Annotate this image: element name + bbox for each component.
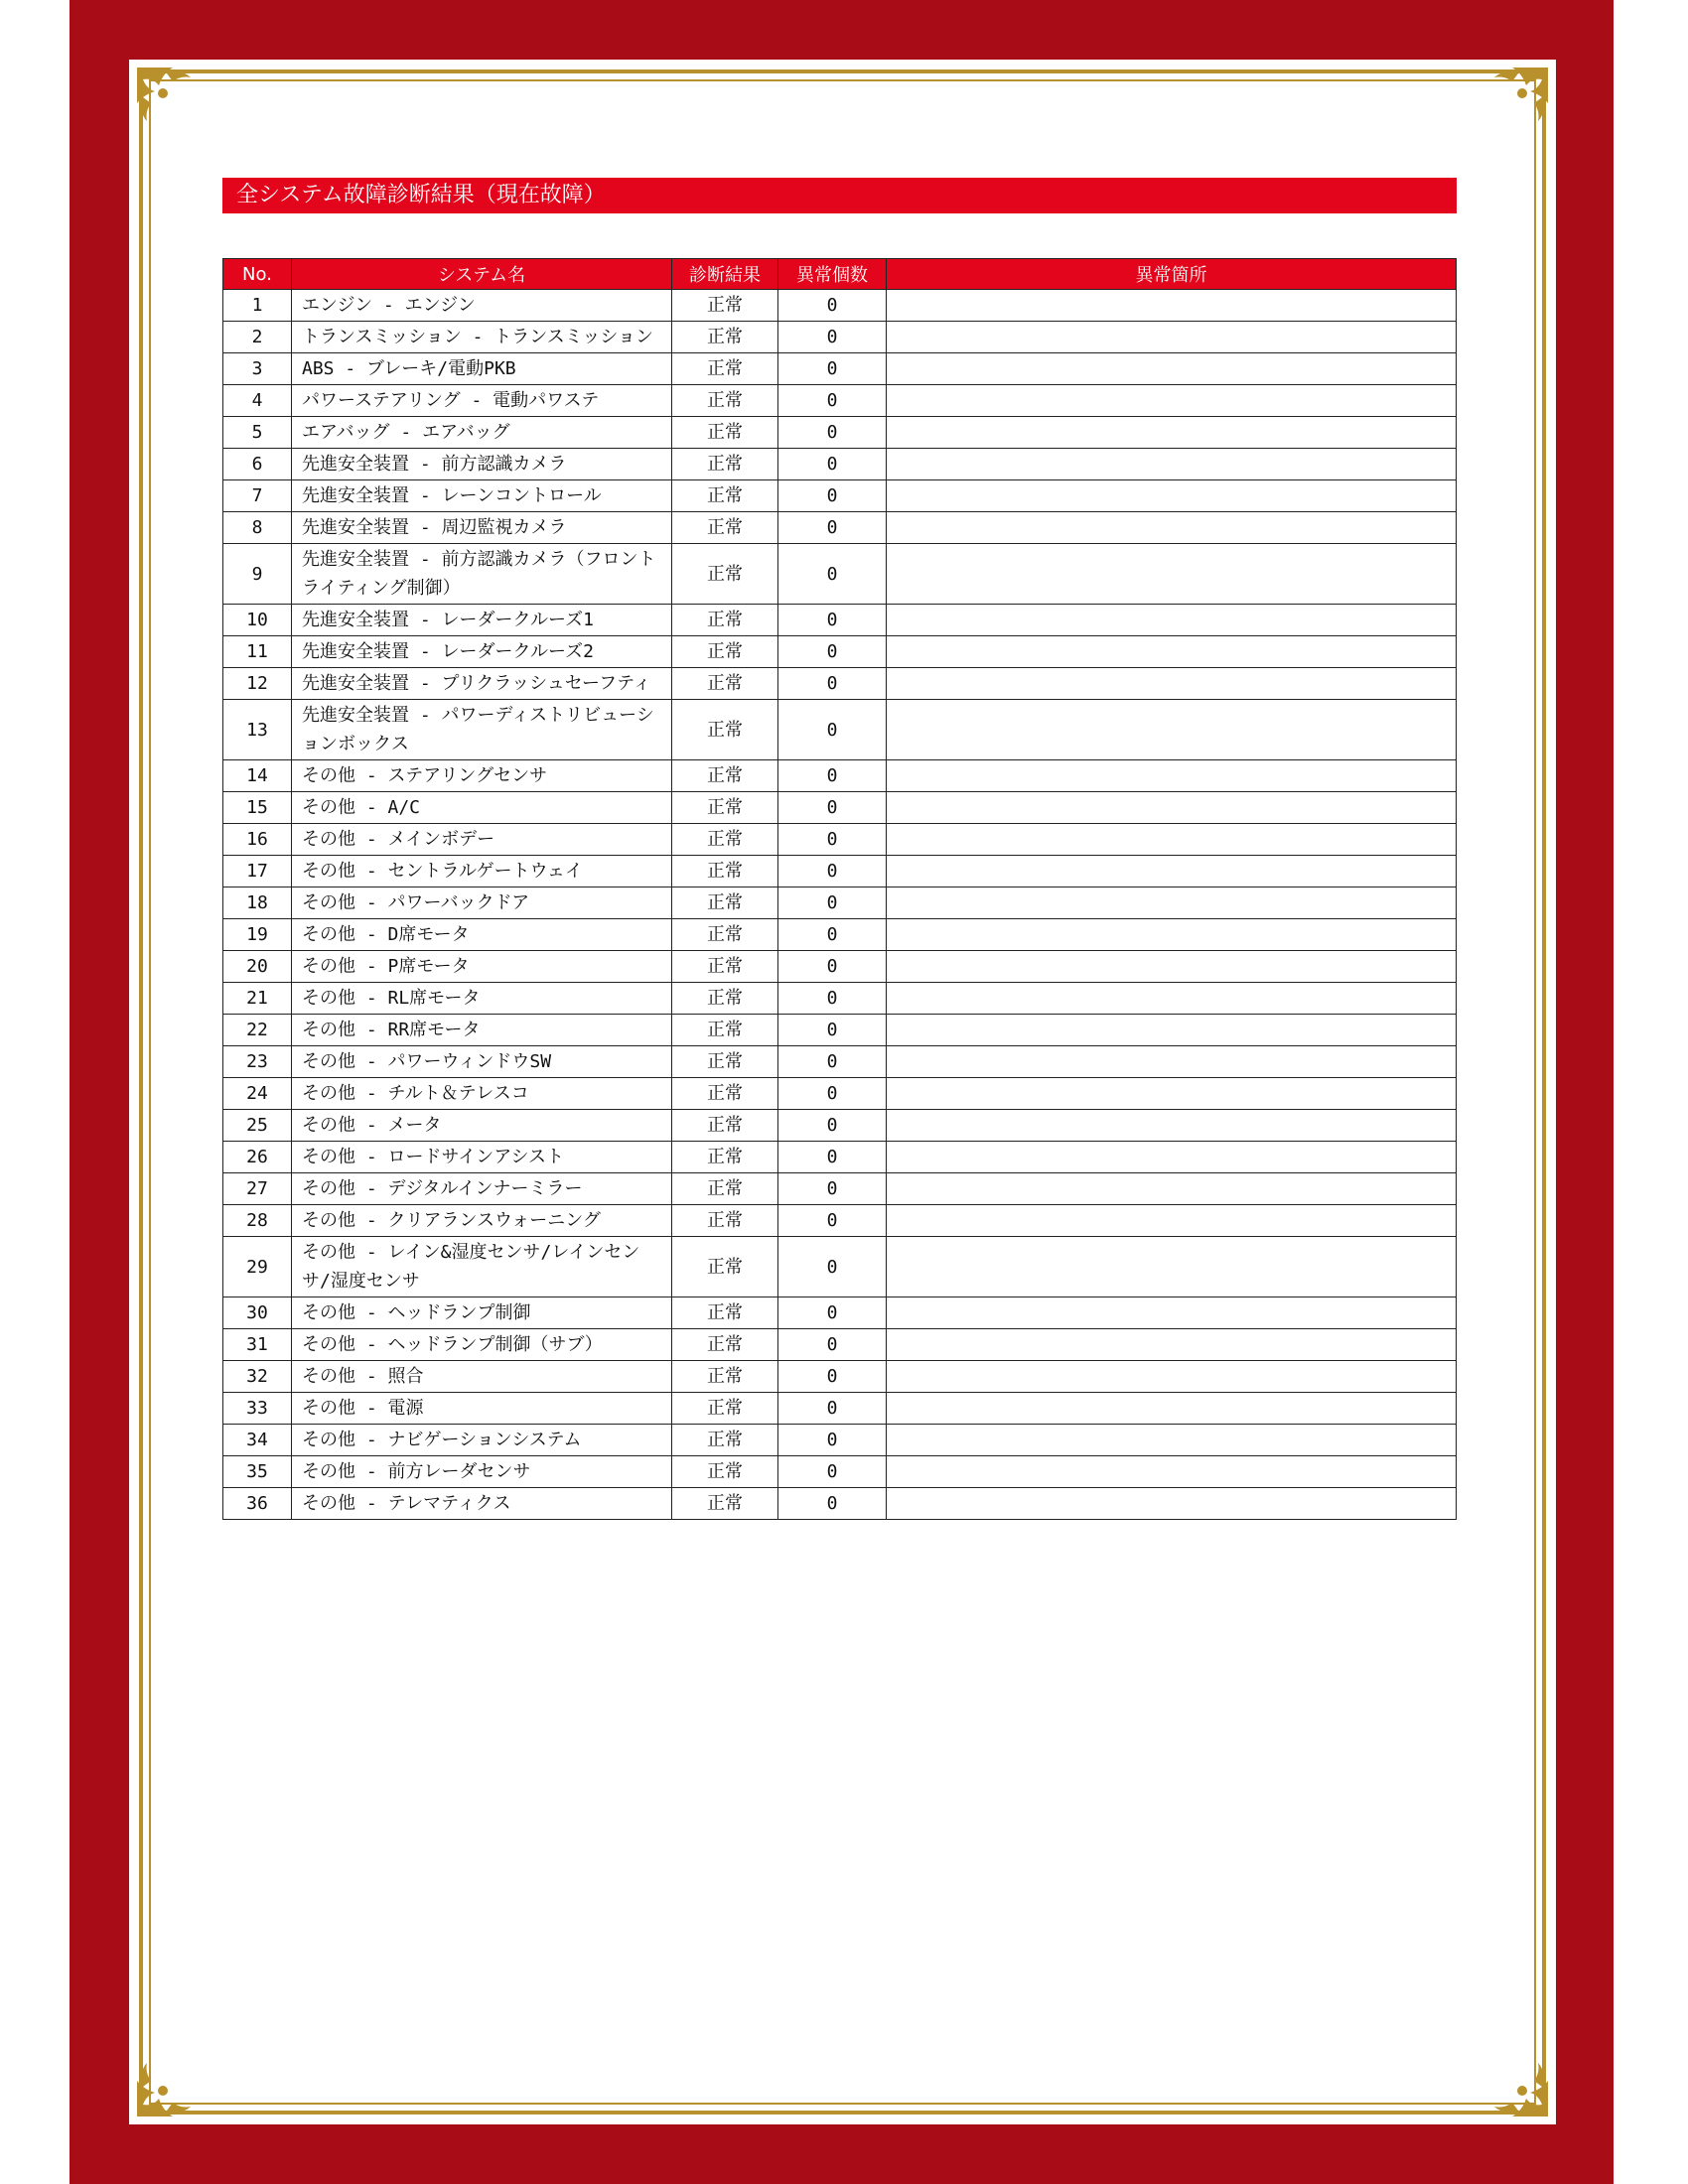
cell-location — [887, 1456, 1457, 1488]
cell-no: 11 — [223, 636, 292, 668]
cell-result: 正常 — [672, 385, 778, 417]
cell-system: その他 - ヘッドランプ制御 — [292, 1297, 672, 1329]
cell-system: その他 - セントラルゲートウェイ — [292, 856, 672, 887]
cell-result: 正常 — [672, 792, 778, 824]
cell-location — [887, 792, 1457, 824]
cell-no: 33 — [223, 1393, 292, 1425]
table-row — [223, 1329, 1457, 1361]
table-row — [223, 1297, 1457, 1329]
corner-ornament-icon — [133, 64, 212, 143]
corner-ornament-icon — [133, 2041, 212, 2120]
cell-no: 15 — [223, 792, 292, 824]
cell-location — [887, 290, 1457, 322]
table-row — [223, 700, 1457, 760]
cell-no: 36 — [223, 1488, 292, 1520]
table-row — [223, 1237, 1457, 1297]
cell-no: 9 — [223, 544, 292, 605]
table-row — [223, 856, 1457, 887]
cell-no: 29 — [223, 1237, 292, 1297]
cell-no: 7 — [223, 480, 292, 512]
cell-system: その他 - パワーバックドア — [292, 887, 672, 919]
table-body — [223, 290, 1457, 1520]
cell-no: 28 — [223, 1205, 292, 1237]
cell-count: 0 — [778, 1393, 887, 1425]
cell-system: その他 - レイン&湿度センサ/レインセンサ/湿度センサ — [292, 1237, 672, 1297]
cell-result: 正常 — [672, 605, 778, 636]
cell-no: 20 — [223, 951, 292, 983]
cell-system: その他 - クリアランスウォーニング — [292, 1205, 672, 1237]
cell-count: 0 — [778, 983, 887, 1015]
cell-count: 0 — [778, 1142, 887, 1173]
cell-no: 30 — [223, 1297, 292, 1329]
cell-no: 16 — [223, 824, 292, 856]
table-row — [223, 824, 1457, 856]
cell-no: 4 — [223, 385, 292, 417]
cell-result: 正常 — [672, 1046, 778, 1078]
cell-location — [887, 700, 1457, 760]
cell-system: その他 - ロードサインアシスト — [292, 1142, 672, 1173]
cell-result: 正常 — [672, 1425, 778, 1456]
cell-location — [887, 1205, 1457, 1237]
cell-system: その他 - RL席モータ — [292, 983, 672, 1015]
cell-result: 正常 — [672, 856, 778, 887]
cell-system: 先進安全装置 - レーダークルーズ2 — [292, 636, 672, 668]
cell-location — [887, 668, 1457, 700]
cell-system: その他 - メインボデー — [292, 824, 672, 856]
header-location: 異常箇所 — [887, 259, 1457, 290]
cell-system: その他 - 電源 — [292, 1393, 672, 1425]
cell-system: 先進安全装置 - 周辺監視カメラ — [292, 512, 672, 544]
cell-location — [887, 919, 1457, 951]
table-row — [223, 1046, 1457, 1078]
cell-no: 14 — [223, 760, 292, 792]
cell-location — [887, 480, 1457, 512]
cell-result: 正常 — [672, 1015, 778, 1046]
table-row — [223, 1488, 1457, 1520]
cell-count: 0 — [778, 951, 887, 983]
table-row — [223, 417, 1457, 449]
table-row — [223, 605, 1457, 636]
cell-system: 先進安全装置 - 前方認識カメラ — [292, 449, 672, 480]
header-system: システム名 — [292, 259, 672, 290]
cell-system: その他 - P席モータ — [292, 951, 672, 983]
cell-no: 10 — [223, 605, 292, 636]
table-row — [223, 385, 1457, 417]
cell-location — [887, 1488, 1457, 1520]
cell-system: その他 - 照合 — [292, 1361, 672, 1393]
cell-no: 23 — [223, 1046, 292, 1078]
cell-no: 24 — [223, 1078, 292, 1110]
cell-location — [887, 544, 1457, 605]
table-header-row — [223, 259, 1457, 290]
cell-count: 0 — [778, 480, 887, 512]
cell-count: 0 — [778, 512, 887, 544]
cell-result: 正常 — [672, 919, 778, 951]
cell-system: その他 - D席モータ — [292, 919, 672, 951]
table-row — [223, 1456, 1457, 1488]
cell-result: 正常 — [672, 417, 778, 449]
cell-result: 正常 — [672, 353, 778, 385]
cell-count: 0 — [778, 887, 887, 919]
table-row — [223, 544, 1457, 605]
cell-result: 正常 — [672, 668, 778, 700]
cell-result: 正常 — [672, 983, 778, 1015]
cell-location — [887, 449, 1457, 480]
table-row — [223, 290, 1457, 322]
cell-result: 正常 — [672, 480, 778, 512]
table-row — [223, 1205, 1457, 1237]
cell-location — [887, 1329, 1457, 1361]
cell-result: 正常 — [672, 544, 778, 605]
cell-location — [887, 1046, 1457, 1078]
cell-location — [887, 1015, 1457, 1046]
cell-result: 正常 — [672, 512, 778, 544]
header-no: No. — [223, 259, 292, 290]
cell-result: 正常 — [672, 290, 778, 322]
table-row — [223, 983, 1457, 1015]
cell-system: その他 - チルト＆テレスコ — [292, 1078, 672, 1110]
cell-count: 0 — [778, 1173, 887, 1205]
cell-no: 27 — [223, 1173, 292, 1205]
cell-location — [887, 1237, 1457, 1297]
cell-count: 0 — [778, 1361, 887, 1393]
cell-no: 21 — [223, 983, 292, 1015]
cell-location — [887, 1078, 1457, 1110]
cell-count: 0 — [778, 322, 887, 353]
cell-location — [887, 1393, 1457, 1425]
cell-count: 0 — [778, 1425, 887, 1456]
table-row — [223, 887, 1457, 919]
header-result: 診断結果 — [672, 259, 778, 290]
cell-count: 0 — [778, 1046, 887, 1078]
cell-no: 26 — [223, 1142, 292, 1173]
cell-count: 0 — [778, 1297, 887, 1329]
cell-no: 19 — [223, 919, 292, 951]
cell-no: 3 — [223, 353, 292, 385]
cell-result: 正常 — [672, 1361, 778, 1393]
cell-count: 0 — [778, 919, 887, 951]
table-row — [223, 1142, 1457, 1173]
cell-count: 0 — [778, 417, 887, 449]
corner-ornament-icon — [1473, 2041, 1552, 2120]
cell-result: 正常 — [672, 322, 778, 353]
cell-result: 正常 — [672, 887, 778, 919]
cell-location — [887, 1173, 1457, 1205]
cell-no: 8 — [223, 512, 292, 544]
section-title: 全システム故障診断結果（現在故障） — [222, 178, 1457, 213]
report-page — [129, 60, 1556, 2124]
cell-count: 0 — [778, 1456, 887, 1488]
cell-count: 0 — [778, 1488, 887, 1520]
cell-no: 17 — [223, 856, 292, 887]
corner-ornament-icon — [1473, 64, 1552, 143]
cell-no: 6 — [223, 449, 292, 480]
cell-result: 正常 — [672, 951, 778, 983]
cell-no: 2 — [223, 322, 292, 353]
cell-count: 0 — [778, 1329, 887, 1361]
cell-count: 0 — [778, 385, 887, 417]
table-row — [223, 760, 1457, 792]
cell-result: 正常 — [672, 1142, 778, 1173]
table-row — [223, 636, 1457, 668]
table-row — [223, 1393, 1457, 1425]
cell-system: パワーステアリング - 電動パワステ — [292, 385, 672, 417]
cell-result: 正常 — [672, 824, 778, 856]
cell-result: 正常 — [672, 760, 778, 792]
cell-location — [887, 605, 1457, 636]
cell-count: 0 — [778, 1237, 887, 1297]
cell-location — [887, 1425, 1457, 1456]
cell-location — [887, 760, 1457, 792]
cell-location — [887, 353, 1457, 385]
table-row — [223, 792, 1457, 824]
cell-system: その他 - デジタルインナーミラー — [292, 1173, 672, 1205]
cell-location — [887, 951, 1457, 983]
table-row — [223, 480, 1457, 512]
cell-location — [887, 417, 1457, 449]
cell-count: 0 — [778, 700, 887, 760]
table-row — [223, 668, 1457, 700]
table-row — [223, 353, 1457, 385]
cell-location — [887, 824, 1457, 856]
cell-no: 34 — [223, 1425, 292, 1456]
table-row — [223, 512, 1457, 544]
cell-result: 正常 — [672, 1110, 778, 1142]
cell-location — [887, 1110, 1457, 1142]
cell-result: 正常 — [672, 1173, 778, 1205]
cell-result: 正常 — [672, 700, 778, 760]
table-row — [223, 322, 1457, 353]
cell-system: 先進安全装置 - レーダークルーズ1 — [292, 605, 672, 636]
cell-count: 0 — [778, 1078, 887, 1110]
cell-location — [887, 983, 1457, 1015]
cell-result: 正常 — [672, 1237, 778, 1297]
header-count: 異常個数 — [778, 259, 887, 290]
cell-system: 先進安全装置 - プリクラッシュセーフティ — [292, 668, 672, 700]
cell-count: 0 — [778, 792, 887, 824]
cell-location — [887, 887, 1457, 919]
cell-system: その他 - ヘッドランプ制御（サブ） — [292, 1329, 672, 1361]
table-row — [223, 1078, 1457, 1110]
cell-count: 0 — [778, 544, 887, 605]
table-row — [223, 919, 1457, 951]
cell-no: 1 — [223, 290, 292, 322]
table-row — [223, 1361, 1457, 1393]
cell-count: 0 — [778, 760, 887, 792]
cell-system: その他 - RR席モータ — [292, 1015, 672, 1046]
cell-count: 0 — [778, 856, 887, 887]
cell-location — [887, 1297, 1457, 1329]
table-row — [223, 951, 1457, 983]
table-row — [223, 1015, 1457, 1046]
cell-system: その他 - ステアリングセンサ — [292, 760, 672, 792]
cell-system: エアバッグ - エアバッグ — [292, 417, 672, 449]
cell-result: 正常 — [672, 1297, 778, 1329]
cell-no: 13 — [223, 700, 292, 760]
cell-location — [887, 636, 1457, 668]
cell-count: 0 — [778, 1205, 887, 1237]
cell-system: 先進安全装置 - パワーディストリビューションボックス — [292, 700, 672, 760]
diagnosis-table — [222, 258, 1457, 1520]
cell-system: その他 - ナビゲーションシステム — [292, 1425, 672, 1456]
cell-location — [887, 322, 1457, 353]
cell-no: 35 — [223, 1456, 292, 1488]
cell-no: 31 — [223, 1329, 292, 1361]
cell-no: 12 — [223, 668, 292, 700]
table-row — [223, 1110, 1457, 1142]
cell-count: 0 — [778, 1015, 887, 1046]
cell-system: その他 - パワーウィンドウSW — [292, 1046, 672, 1078]
cell-system: その他 - テレマティクス — [292, 1488, 672, 1520]
cell-location — [887, 512, 1457, 544]
table-row — [223, 1425, 1457, 1456]
cell-system: 先進安全装置 - レーンコントロール — [292, 480, 672, 512]
cell-no: 5 — [223, 417, 292, 449]
cell-location — [887, 1361, 1457, 1393]
cell-location — [887, 856, 1457, 887]
cell-result: 正常 — [672, 449, 778, 480]
cell-result: 正常 — [672, 1205, 778, 1237]
cell-result: 正常 — [672, 1078, 778, 1110]
cell-system: トランスミッション - トランスミッション — [292, 322, 672, 353]
cell-count: 0 — [778, 449, 887, 480]
cell-system: 先進安全装置 - 前方認識カメラ（フロントライティング制御） — [292, 544, 672, 605]
cell-no: 18 — [223, 887, 292, 919]
cell-no: 32 — [223, 1361, 292, 1393]
cell-result: 正常 — [672, 1329, 778, 1361]
cell-system: エンジン - エンジン — [292, 290, 672, 322]
cell-count: 0 — [778, 605, 887, 636]
cell-result: 正常 — [672, 1488, 778, 1520]
cell-system: その他 - A/C — [292, 792, 672, 824]
table-row — [223, 1173, 1457, 1205]
cell-count: 0 — [778, 668, 887, 700]
cell-location — [887, 385, 1457, 417]
cell-count: 0 — [778, 290, 887, 322]
cell-count: 0 — [778, 636, 887, 668]
cell-system: その他 - 前方レーダセンサ — [292, 1456, 672, 1488]
cell-system: その他 - メータ — [292, 1110, 672, 1142]
table-row — [223, 449, 1457, 480]
cell-no: 22 — [223, 1015, 292, 1046]
cell-no: 25 — [223, 1110, 292, 1142]
cell-count: 0 — [778, 824, 887, 856]
cell-result: 正常 — [672, 1456, 778, 1488]
cell-count: 0 — [778, 353, 887, 385]
cell-system: ABS - ブレーキ/電動PKB — [292, 353, 672, 385]
cell-result: 正常 — [672, 1393, 778, 1425]
cell-count: 0 — [778, 1110, 887, 1142]
cell-result: 正常 — [672, 636, 778, 668]
cell-location — [887, 1142, 1457, 1173]
